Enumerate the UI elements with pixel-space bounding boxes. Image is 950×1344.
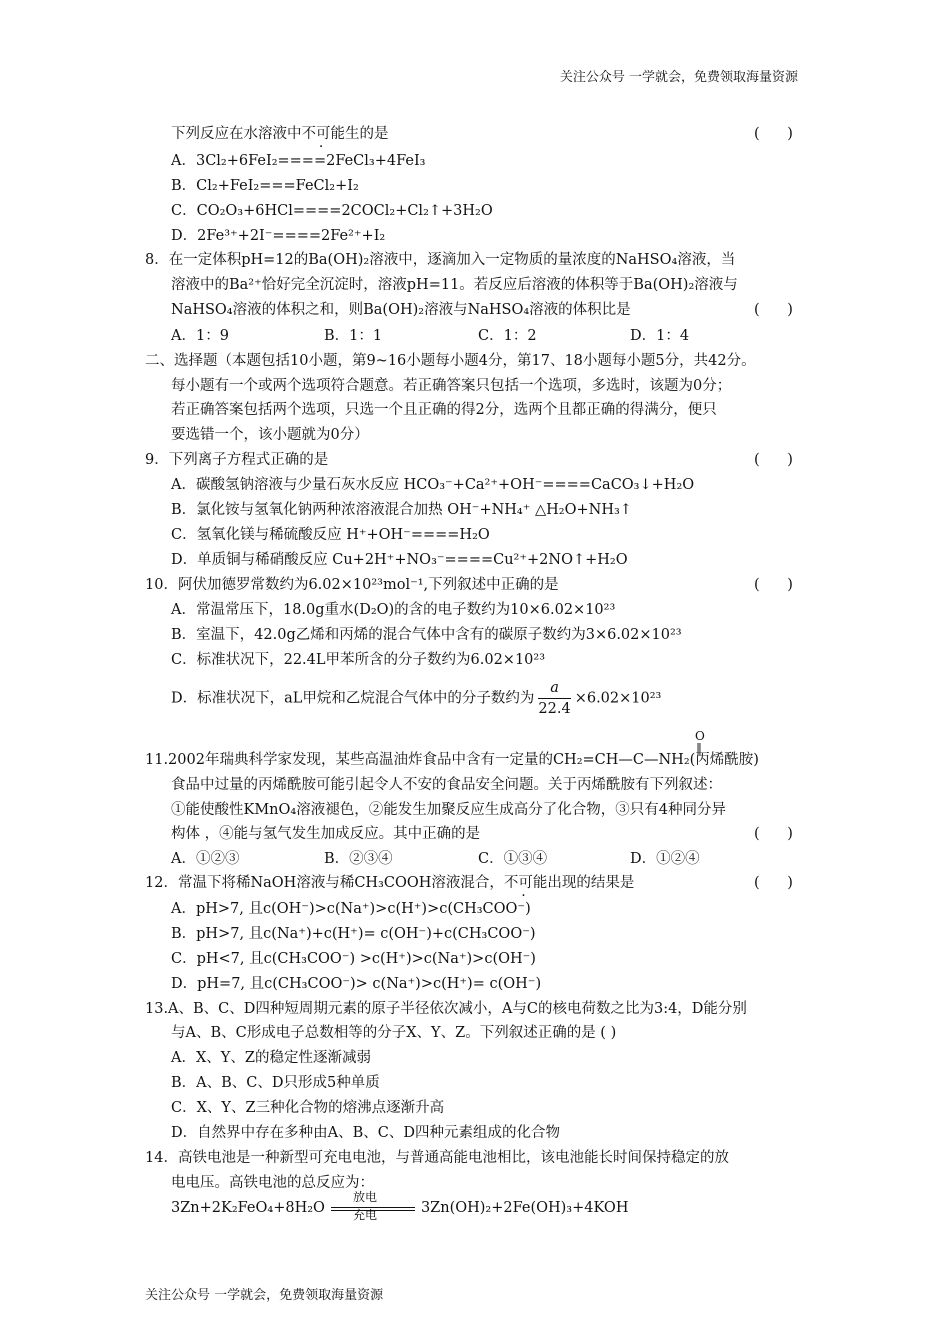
- q11-line-1: 11.2002年瑞典科学家发现，某些高温油炸食品中含有一定量的CH₂=CH—C—NH₂(丙烯酰胺): [145, 752, 759, 768]
- q13-option-c: C．X、Y、Z三种化合物的熔沸点逐渐升高: [171, 1100, 445, 1116]
- page-footer: 关注公众号 一学就会，免费领取海量资源: [145, 1288, 384, 1303]
- q12-stem-b: 出现的结果是: [547, 875, 635, 891]
- q12-answer-paren: ( ): [754, 875, 793, 891]
- q11-line-3: ①能使酸性KMnO₄溶液褪色，②能发生加聚反应生成高分了化合物，③只有4种同分异: [171, 802, 726, 818]
- q14-line-2: 电电压。高铁电池的总反应为：: [171, 1175, 374, 1191]
- fraction-numerator: a: [538, 678, 570, 699]
- q8-option-d: D．1：4: [630, 328, 690, 344]
- charge-label: 充电: [352, 1208, 377, 1222]
- q11-option-d: D．①②④: [630, 851, 700, 867]
- q9-option-b: B．氯化铵与氢氧化钠两种浓溶液混合加热 OH⁻+NH₄⁺ △H₂O+NH₃↑: [171, 502, 632, 518]
- q9-stem: 9．下列离子方程式正确的是: [145, 452, 329, 468]
- q12-option-a: A．pH>7, 且c(OH⁻)>c(Na⁺)>c(H⁺)>c(CH₃COO⁻): [171, 901, 531, 917]
- q8-option-b: B．1：1: [324, 328, 383, 344]
- q12-emphasis: 不可能: [503, 875, 548, 891]
- q12-stem-a: 12．常温下将稀NaOH溶液与稀CH₃COOH溶液混合，: [145, 875, 504, 891]
- q10-option-d-post: ×6.02×10²³: [574, 690, 662, 707]
- q8-option-a: A．1：9: [171, 328, 229, 344]
- q13-option-d: D．自然界中存在多种由A、B、C、D四种元素组成的化合物: [171, 1125, 560, 1141]
- q13-line-2: 与A、B、C形成电子总数相等的分子X、Y、Z。下列叙述正确的是 ( ): [171, 1025, 617, 1041]
- reversible-arrow: [331, 1190, 415, 1222]
- q11-option-c: C．①③④: [478, 851, 548, 867]
- q7-option-d: D．2Fe³⁺+2I⁻====2Fe²⁺+I₂: [171, 228, 386, 244]
- q7-stem-b: 生的是: [345, 126, 389, 142]
- q8-answer-paren: ( ): [754, 302, 793, 318]
- q11-line-2: 食品中过量的丙烯酰胺可能引起令人不安的食品安全问题。关于丙烯酰胺有下列叙述：: [171, 777, 722, 793]
- q13-option-b: B．A、B、C、D只形成5种单质: [171, 1075, 380, 1091]
- q12-option-c: C．pH<7, 且c(CH₃COO⁻) >c(H⁺)>c(Na⁺)>c(OH⁻): [171, 951, 536, 967]
- q9-answer-paren: ( ): [754, 452, 793, 468]
- discharge-label: 放电: [352, 1190, 377, 1204]
- q8-option-c: C．1：2: [478, 328, 537, 344]
- section2-line-4: 要选错一个，该小题就为0分）: [171, 427, 369, 443]
- q7-stem: [171, 124, 389, 144]
- q9-option-c: C．氢氧化镁与稀硫酸反应 H⁺+OH⁻====H₂O: [171, 527, 490, 543]
- q9-option-a: A．碳酸氢钠溶液与少量石灰水反应 HCO₃⁻+Ca²⁺+OH⁻====CaCO₃↓+H₂O: [171, 477, 695, 493]
- q7-option-a: A．3Cl₂+6FeI₂====2FeCl₃+4FeI₃: [171, 153, 426, 169]
- section2-line-1: 二、选择题（本题包括10小题，第9~16小题每小题4分，第17、18小题每小题5分，共42分。: [145, 353, 756, 369]
- q12-option-b: B．pH>7, 且c(Na⁺)+c(H⁺)= c(OH⁻)+c(CH₃COO⁻): [171, 926, 536, 942]
- q11-answer-paren: ( ): [754, 826, 793, 842]
- q10-stem: 10．阿伏加德罗常数约为6.02×10²³mol⁻¹,下列叙述中正确的是: [145, 577, 559, 593]
- q10-option-a: A．常温常压下，18.0g重水(D₂O)的含的电子数约为10×6.02×10²³: [171, 602, 616, 618]
- q10-option-d-pre: D．标准状况下，aL甲烷和乙烷混合气体中的分子数约为: [171, 690, 535, 707]
- q9-option-d: D．单质铜与稀硝酸反应 Cu+2H⁺+NO₃⁻====Cu²⁺+2NO↑+H₂O: [171, 552, 628, 568]
- q11-line-4: 构体 ，④能与氢气发生加成反应。其中正确的是: [171, 826, 481, 842]
- page-header: 关注公众号 一学就会，免费领取海量资源: [559, 70, 798, 85]
- double-bond-mark: ‖: [696, 741, 702, 755]
- q7-option-b: B．Cl₂+FeI₂===FeCl₂+I₂: [171, 178, 359, 194]
- q12-stem: [145, 873, 634, 893]
- fraction: [538, 678, 570, 719]
- q14-line-1: 14．高铁电池是一种新型可充电电池，与普通高能电池相比，该电池能长时间保持稳定的放: [145, 1150, 729, 1166]
- q7-option-c: C．CO₂O₃+6HCl====2COCl₂+Cl₂↑+3H₂O: [171, 203, 493, 219]
- section2-line-3: 若正确答案包括两个选项，只选一个且正确的得2分，选两个且都正确的得满分，便只: [171, 402, 717, 418]
- section2-line-2: 每小题有一个或两个选项符合题意。若正确答案只包括一个选项，多选时，该题为0分；: [171, 378, 732, 394]
- q11-option-a: A．①②③: [171, 851, 240, 867]
- equation-left: 3Zn+2K₂FeO₄+8H₂O: [171, 1200, 325, 1216]
- q14-equation: [171, 1190, 629, 1222]
- fraction-denominator: 22.4: [538, 701, 571, 717]
- q8-line-1: 8．在一定体积pH=12的Ba(OH)₂溶液中，逐滴加入一定物质的量浓度的NaHSO₄溶液，当: [145, 252, 736, 268]
- q10-option-b: B．室温下，42.0g乙烯和丙烯的混合气体中含有的碳原子数约为3×6.02×10²³: [171, 627, 682, 643]
- q8-line-3: NaHSO₄溶液的体积之和，则Ba(OH)₂溶液与NaHSO₄溶液的体积比是: [171, 302, 631, 318]
- q7-emphasis: 不可能: [301, 126, 345, 142]
- q7-answer-paren: ( ): [754, 126, 793, 142]
- equation-right: 3Zn(OH)₂+2Fe(OH)₃+4KOH: [420, 1200, 629, 1216]
- q11-option-b: B．②③④: [324, 851, 393, 867]
- q12-option-d: D．pH=7, 且c(CH₃COO⁻)> c(Na⁺)>c(H⁺)= c(OH⁻): [171, 976, 542, 992]
- q10-answer-paren: ( ): [754, 577, 793, 593]
- q10-option-d: [171, 678, 661, 719]
- q8-line-2: 溶液中的Ba²⁺恰好完全沉淀时，溶液pH=11。若反应后溶液的体积等于Ba(OH)₂溶液与: [171, 277, 738, 293]
- q10-option-c: C．标准状况下，22.4L甲苯所含的分子数约为6.02×10²³: [171, 652, 546, 668]
- q13-line-1: 13.A、B、C、D四种短周期元素的原子半径依次减小，A与C的核电荷数之比为3:4，D能分别: [145, 1001, 747, 1017]
- q13-option-a: A．X、Y、Z的稳定性逐渐减弱: [171, 1050, 371, 1066]
- carbonyl-oxygen-label: O: [695, 729, 705, 743]
- q7-stem-a: 下列反应在水溶液中: [171, 126, 302, 142]
